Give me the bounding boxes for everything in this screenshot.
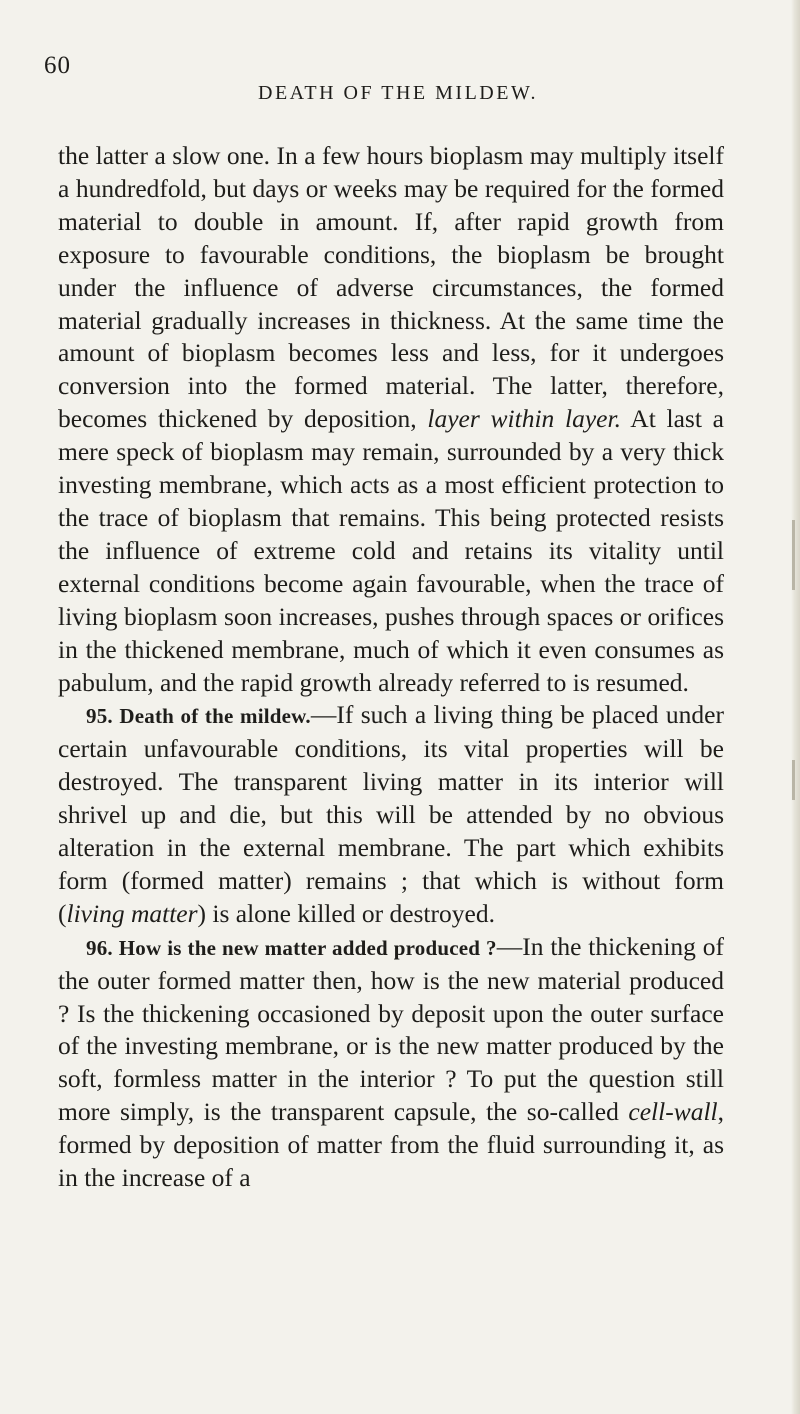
italic-phrase: layer within layer. <box>427 404 621 434</box>
section-heading: 95. Death of the mildew. <box>86 704 311 729</box>
italic-phrase: cell-wall <box>628 1097 718 1127</box>
running-title: DEATH OF THE MILDEW. <box>258 82 538 104</box>
paragraph <box>58 699 724 930</box>
text-segment: the latter a slow one. In a few hours bioplasm may multiply itself a hundredfold, but days or weeks may be required for the formed material to double in amount. If, after rapid growth from exposure to favourable conditions, the bioplasm be brought under the influence of adverse circumstances, the formed material gradually increases in thickness. At the same time the amount of bioplasm becomes less and less, for it undergoes conversion into the formed material. The latter, therefore, becomes thickened by deposition, <box>58 141 724 434</box>
text-segment: At last a mere speck of bioplasm may remain, surrounded by a very thick investing membrane, which acts as a most efficient protection to the trace of bioplasm that remains. This being protected resists the influence of extreme cold and retains its vitality until external conditions become again favourable, when the trace of living bioplasm soon increases, pushes through spaces or orifices in the thickened membrane, much of which it even consumes as pabulum, and the rapid growth already referred to is resumed. <box>58 404 724 697</box>
text-segment: —If such a living thing be placed under certain unfavourable conditions, its vital properties will be destroyed. The transparent living matter in its interior will shrivel up and die, but this will be attended by no obvious alteration in the external membrane. The part which exhibits form (formed matter) remains ; that which is without form ( <box>58 700 724 928</box>
page-edge-mark <box>792 520 795 590</box>
section-heading: 96. How is the new matter added produced ? <box>86 935 497 960</box>
text-segment: ) is alone killed or destroyed. <box>197 898 495 928</box>
text-segment: —In the thickening of the outer formed matter then, how is the new material produced ? Is the thickening occasioned by deposit upon the outer surface of the investing membrane, or is the new matter produced by the soft, formless matter in the interior ? To put the question still more simply, is the transparent capsule, the so-called <box>58 931 724 1127</box>
text-segment: , formed by deposition of matter from the fluid surrounding it, as in the increase of a <box>58 1097 724 1193</box>
page-number: 60 <box>44 52 71 79</box>
italic-phrase: living matter <box>66 898 198 928</box>
paragraph <box>58 140 724 699</box>
body-text <box>58 140 724 1195</box>
page-edge-shadow <box>791 0 800 1414</box>
paragraph <box>58 931 724 1195</box>
page-edge-mark <box>792 760 795 800</box>
